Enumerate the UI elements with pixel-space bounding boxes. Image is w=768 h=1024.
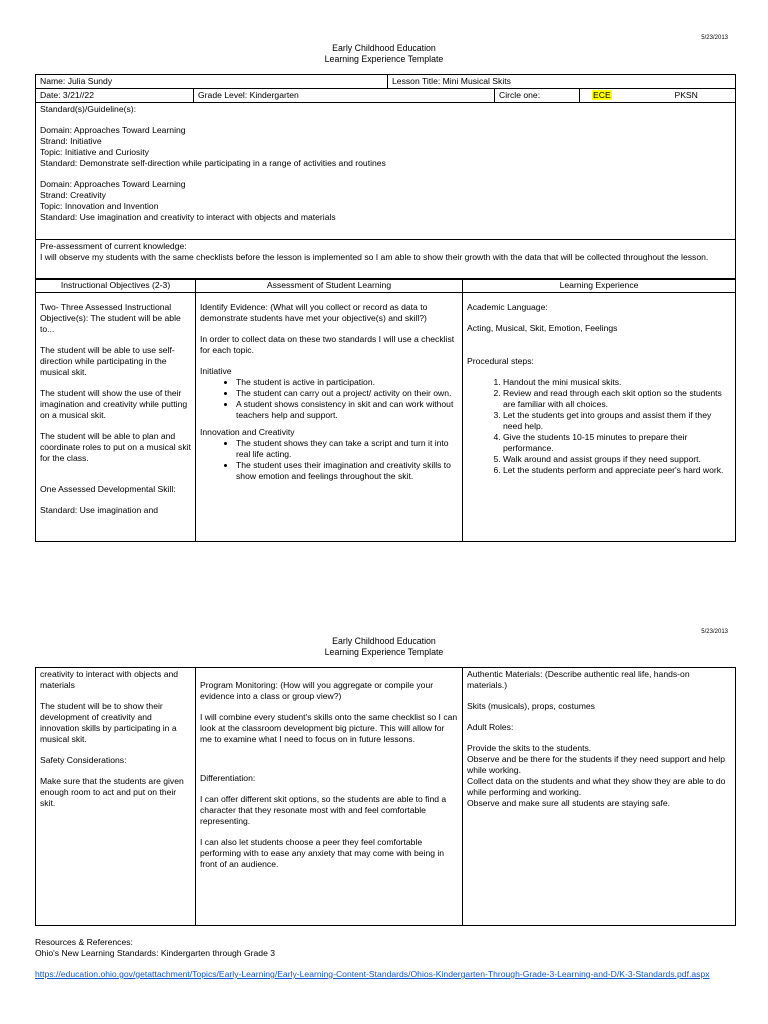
adult-role: Observe and make sure all students are staying safe. [467,798,671,808]
authentic-materials-text: Skits (musicals), props, costumes [467,701,595,711]
objectives-cell [36,293,196,542]
page2-title-line1: Early Childhood Education [332,636,436,646]
page1-title-line1: Early Childhood Education [332,43,436,53]
col-header-learning: Learning Experience [463,279,736,293]
learning-cell [463,293,736,542]
monitoring-cell [196,668,463,926]
adult-role: Provide the skits to the students. [467,743,592,753]
procedural-step: 3. Let the students get into groups and assist them if they need help. [503,410,731,432]
standard1-topic: Topic: Initiative and Curiosity [40,147,149,157]
innovation-item: • The student uses their imagination and creativity skills to show emotion and feelings throughout the skit. [236,460,458,482]
assessment-cell [196,293,463,542]
page1-date: 5/23/2013 [701,35,728,41]
objectives-table [35,278,736,542]
grade-level: Grade Level: Kindergarten [194,89,495,103]
initiative-label: Initiative [200,366,232,376]
safety-label: Safety Considerations: [40,755,127,765]
innovation-item: • The student shows they can take a script and turn it into real life acting. [236,438,458,460]
standard1-strand: Strand: Initiative [40,136,102,146]
standard2-topic: Topic: Innovation and Invention [40,201,159,211]
standards-link[interactable]: https://education.ohio.gov/getattachment/Topics/Early-Learning/Early-Learning-Content-Standards/Ohios-Kindergarten-Through-Grade-3-Learning-and-D/K-3-Standards.pdf.aspx [35,969,710,979]
program-monitoring-prompt: Program Monitoring: (How will you aggregate or compile your evidence into a class or group view?) [200,680,434,701]
innovation-label: Innovation and Creativity [200,427,295,437]
page1-title [0,43,768,66]
evidence-prompt: Identify Evidence: (What will you collect or record as data to demonstrate students have met your objective(s) and skill?) [200,302,428,323]
safety-text: Make sure that the students are given enough room to act and put on their skit. [40,776,184,808]
page1-title-line2: Learning Experience Template [324,54,444,65]
option-ece: ECE [593,90,611,100]
initiative-item: • A student shows consistency in skit and can work without teachers help and support. [236,399,458,421]
ohio-standards-ref: Ohio's New Learning Standards: Kindergarten through Grade 3 [35,948,276,958]
circle-one-label: Circle one: [495,89,580,103]
authentic-materials-prompt: Authentic Materials: (Describe authentic real life, hands-on materials.) [467,669,690,690]
differentiation-text-2: I can also let students choose a peer they feel comfortable performing with to ease any anxiety that may come with being in front of an audience. [200,837,445,869]
standards-label: Standard(s)/Guideline(s): [40,104,137,114]
materials-cell [463,668,736,926]
lesson-date: Date: 3/21//22 [36,89,194,103]
objectives-standard-continued: creativity to interact with objects and materials [40,669,179,690]
academic-language-label: Academic Language: [467,302,548,312]
page2-title-line2: Learning Experience Template [324,647,444,658]
standard2-strand: Strand: Creativity [40,190,106,200]
continuation-table [35,667,736,926]
program-monitoring-text: I will combine every student's skills onto the same checklist so I can look at the classroom development big picture. This will allow for me to examine what I need to focus on in future lessons. [200,712,458,744]
differentiation-text-1: I can offer different skit options, so the students are able to find a character that they resonate most with and feel comfortable representing. [200,794,447,826]
preassessment-label: Pre-assessment of current knowledge: [40,241,187,251]
standard1-domain: Domain: Approaches Toward Learning [40,125,186,135]
standards-cell [36,103,736,240]
initiative-item: • The student can carry out a project/ activity on their own. [236,388,458,399]
adult-roles-label: Adult Roles: [467,722,514,732]
collect-data-text: In order to collect data on these two standards I will use a checklist for each topic. [200,334,455,355]
differentiation-label: Differentiation: [200,773,256,783]
objective-1: The student will be able to use self-direction while participating in the musical skit. [40,345,175,377]
procedural-steps-label: Procedural steps: [467,356,534,366]
procedural-steps-list [467,377,731,476]
initiative-list [200,377,458,421]
developmental-skill-label: One Assessed Developmental Skill: [40,484,176,494]
continued-objectives-cell [36,668,196,926]
lesson-title: Lesson Title: Mini Musical Skits [388,75,736,89]
page2-title [0,636,768,659]
info-table [35,74,736,280]
initiative-item: • The student is active in participation. [236,377,458,388]
objective-2: The student will show the use of their imagination and creativity while putting on a musical skit. [40,388,188,420]
objective-creativity: The student will be to show their development of creativity and innovation skills by participating in a musical skit. [40,701,177,744]
procedural-step: 2. Review and read through each skit option so the students are familiar with all choices. [503,388,731,410]
student-name: Name: Julia Sundy [36,75,388,89]
objectives-intro: Two- Three Assessed Instructional Objective(s): The student will be able to... [40,302,181,334]
adult-role: Observe and be there for the students if they need support and help while working. [467,754,725,775]
objectives-standard-start: Standard: Use imagination and [40,505,159,515]
option-pksn: PKSN [674,90,698,100]
procedural-step: 4. Give the students 10-15 minutes to prepare their performance. [503,432,731,454]
col-header-objectives: Instructional Objectives (2-3) [36,279,196,293]
academic-language-words: Acting, Musical, Skit, Emotion, Feelings [467,323,618,333]
page2-date: 5/23/2013 [701,629,728,635]
preassessment-cell [36,240,736,280]
col-header-assessment: Assessment of Student Learning [196,279,463,293]
procedural-step: 1. Handout the mini musical skits. [503,377,731,388]
resources-label: Resources & References: [35,937,133,947]
resources-section [35,937,735,980]
objective-3: The student will be able to plan and coordinate roles to put on a musical skit for the class. [40,431,191,463]
procedural-step: 6. Let the students perform and appreciate peer's hard work. [503,465,731,476]
standard2-standard: Standard: Use imagination and creativity to interact with objects and materials [40,212,336,222]
innovation-list [200,438,458,482]
procedural-step: 5. Walk around and assist groups if they need support. [503,454,731,465]
standard1-standard: Standard: Demonstrate self-direction while participating in a range of activities and routines [40,158,386,168]
preassessment-text: I will observe my students with the same checklists before the lesson is implemented so I am able to show their growth with the data that will be collected throughout the lesson. [40,252,709,262]
adult-role: Collect data on the students and what they show they are able to do while performing and working. [467,776,726,797]
standard2-domain: Domain: Approaches Toward Learning [40,179,186,189]
circle-options [580,89,736,103]
